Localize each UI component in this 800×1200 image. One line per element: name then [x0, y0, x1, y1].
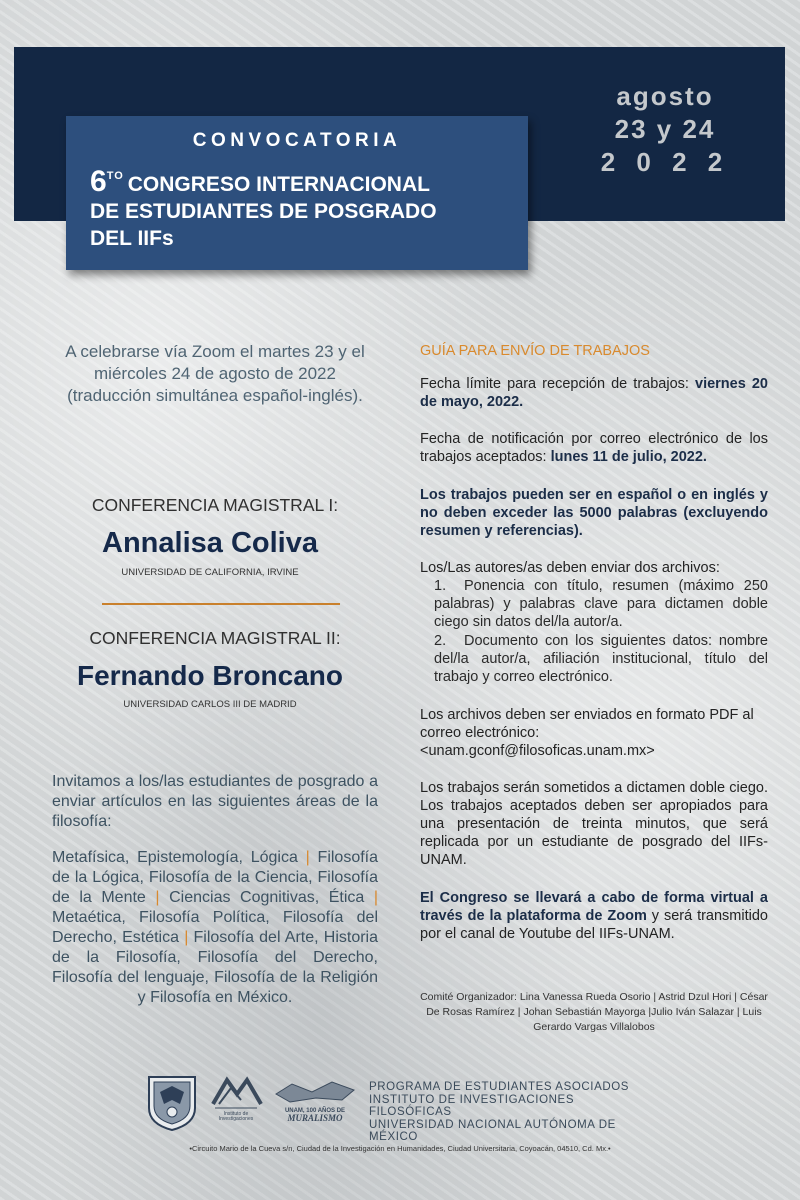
organizing-committee: Comité Organizador: Lina Vanessa Rueda Osorio | Astrid Dzul Hori | César De Rosas Ramírez | Johan Sebastián Mayorga |Julio Iván Salazar | Luis Gerardo Vargas Villalobos [420, 991, 768, 1033]
area-group-4: Metaética, Filosofía Política, Filosofía del Derecho, Estética [52, 909, 378, 946]
title-box [66, 116, 528, 270]
file-1-number: 1. [434, 578, 447, 594]
call-for-papers: Invitamos a los/las estudiantes de posgrado a enviar artículos en las siguientes áreas de la filosofía: [52, 773, 378, 830]
send-paragraph [420, 706, 768, 760]
area-separator: | [155, 889, 160, 906]
org-institute: INSTITUTO DE INVESTIGACIONES FILOSÓFICAS [369, 1093, 575, 1118]
organization-names [369, 1081, 659, 1144]
deadline-text: Fecha límite para recepción de trabajos: [420, 376, 689, 392]
conference-2-label: CONFERENCIA MAGISTRAL II: [89, 628, 341, 648]
svg-text:MURALISMO: MURALISMO [287, 1113, 343, 1123]
area-group-1: Metafísica, Epistemología, Lógica [52, 849, 298, 866]
congress-title [90, 163, 520, 252]
conference-1-affiliation: UNIVERSIDAD DE CALIFORNIA, IRVINE [121, 567, 299, 578]
file-1-text: Ponencia con título, resumen (máximo 250 palabras) y palabras clave para dictamen doble ciego sin datos del/la autor/a. [434, 578, 768, 630]
conference-2-speaker: Fernando Broncano [76, 660, 343, 691]
svg-text:Investigaciones: Investigaciones [218, 1116, 254, 1122]
conference-1-speaker: Annalisa Coliva [102, 527, 318, 559]
date-days: 23 y 24 [614, 114, 716, 144]
philosophy-areas [52, 848, 378, 1008]
muralismo-logo [272, 1074, 358, 1124]
language-requirements: Los trabajos pueden ser en español o en inglés y no deben exceder las 5000 palabras (excluyendo resumen y referencias). [420, 487, 768, 539]
area-separator: | [305, 849, 310, 866]
file-requirement-2 [434, 632, 768, 686]
virtual-bold-text: El Congreso se llevará a cabo de forma virtual a través de la plataforma de Zoom [420, 890, 768, 924]
area-separator: | [184, 929, 189, 946]
svg-text:Instituto de: Instituto de [223, 1111, 249, 1117]
area-separator: | [373, 889, 379, 906]
guide-title: GUÍA PARA ENVÍO DE TRABAJOS [420, 343, 650, 359]
files-intro: Los/Las autores/as deben enviar dos archivos: [420, 560, 720, 576]
congress-number: 6 [90, 165, 107, 198]
virtual-text: y será transmitido por el canal de Youtube del IIFs-UNAM. [420, 908, 768, 942]
svg-text:UNAM, 100 AÑOS DE: UNAM, 100 AÑOS DE [284, 1108, 346, 1114]
section-divider [102, 603, 340, 605]
date-month: agosto [616, 81, 714, 111]
conference-1-label: CONFERENCIA MAGISTRAL I: [91, 495, 339, 515]
congress-title-line1: CONGRESO INTERNACIONAL [127, 173, 430, 196]
congress-ordinal: TO [106, 170, 124, 182]
conference-2-affiliation: UNIVERSIDAD CARLOS III DE MADRID [123, 699, 297, 710]
area-group-2: Filosofía de la Lógica, Filosofía de la Ciencia, Filosofía de la Mente [52, 849, 379, 906]
area-group-5: Filosofía del Arte, Historia de la Filosofía, Filosofía del Derecho, Filosofía del lenguaje, Filosofía de la Religión y Filosofía en México. [52, 929, 378, 1006]
language-paragraph [420, 486, 768, 540]
congress-title-line2: DE ESTUDIANTES DE POSGRADO [90, 200, 437, 223]
file-2-number: 2. [434, 633, 447, 649]
file-requirement-1 [434, 577, 768, 631]
file-2-text: Documento con los siguientes datos: nombre del/la autor/a, afiliación institucional, título del trabajo y correo electrónico. [434, 633, 768, 685]
notification-text: Fecha de notificación por correo electrónico de los trabajos aceptados: [420, 431, 768, 465]
event-intro: A celebrarse vía Zoom el martes 23 y el miércoles 24 de agosto de 2022 (traducción simultánea español-inglés). [65, 342, 365, 405]
notification-date: lunes 11 de julio, 2022. [550, 449, 707, 465]
deadline-date: viernes 20 de mayo, 2022. [420, 376, 768, 410]
congress-title-line3: DEL IIFs [90, 227, 174, 250]
date-year: 2 0 2 2 [600, 147, 730, 177]
review-paragraph: Los trabajos serán sometidos a dictamen doble ciego. Los trabajos aceptados deben ser apropiados para una presentación de treinta minutos, que será replicada por un estudiante de posgrado del IIFs-UNAM. [420, 780, 768, 868]
iif-logo [207, 1074, 265, 1124]
send-text: Los archivos deben ser enviados en formato PDF al correo electrónico: [420, 707, 754, 741]
event-date [560, 80, 770, 179]
convocatoria-heading: CONVOCATORIA [192, 130, 402, 151]
unam-shield-logo [146, 1074, 198, 1132]
postal-address: •Circuito Mario de la Cueva s/n, Ciudad de la Investigación en Humanidades, Ciudad Universitaria, Coyoacán, 04510, Cd. Mx.• [189, 1144, 611, 1153]
submission-email[interactable]: <unam.gconf@filosoficas.unam.mx> [420, 743, 655, 759]
org-program: PROGRAMA DE ESTUDIANTES ASOCIADOS [369, 1081, 630, 1093]
org-university: UNIVERSIDAD NACIONAL AUTÓNOMA DE MÉXICO [369, 1118, 616, 1143]
area-group-3: Ciencias Cognitivas, Ética [169, 889, 365, 906]
virtual-paragraph [420, 889, 768, 943]
notification-paragraph [420, 430, 768, 466]
deadline-paragraph [420, 375, 768, 411]
